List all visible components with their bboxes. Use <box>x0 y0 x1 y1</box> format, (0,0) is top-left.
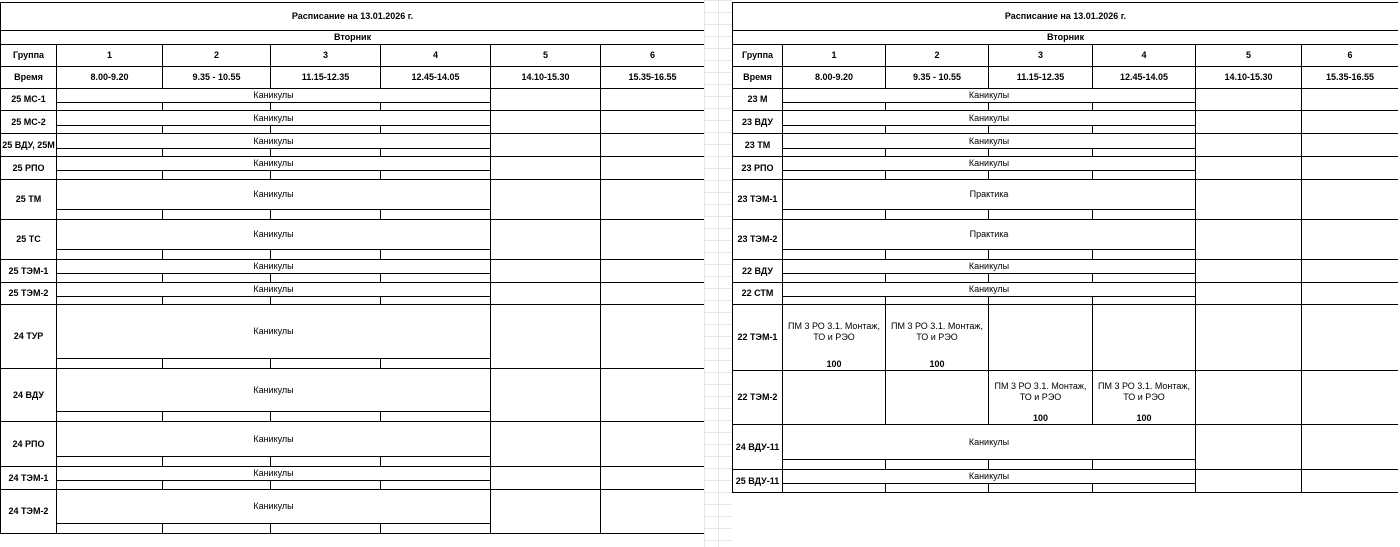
group-name: 22 ВДУ <box>733 260 783 283</box>
group-name: 25 МС-2 <box>1 111 57 134</box>
group-header: Группа <box>733 45 783 67</box>
pair-number: 1 <box>57 45 163 67</box>
vacation-cell: Каникулы <box>783 134 1196 149</box>
vacation-cell: Каникулы <box>57 220 491 250</box>
group-name: 22 СТМ <box>733 283 783 305</box>
pair-number: 4 <box>1093 45 1196 67</box>
group-name: 25 ТЭМ-2 <box>1 283 57 305</box>
pair-number: 1 <box>783 45 886 67</box>
pair-number: 5 <box>1196 45 1302 67</box>
pair-time: 8.00-9.20 <box>783 67 886 89</box>
group-name: 24 ТЭМ-1 <box>1 467 57 490</box>
vacation-cell: Каникулы <box>783 425 1196 460</box>
vacation-cell: Каникулы <box>783 111 1196 126</box>
time-header: Время <box>1 67 57 89</box>
vacation-cell: Каникулы <box>783 470 1196 484</box>
vacation-cell: Каникулы <box>57 180 491 210</box>
pair-time: 12.45-14.05 <box>1093 67 1196 89</box>
vacation-cell: Каникулы <box>57 490 491 524</box>
vacation-cell: Каникулы <box>57 89 491 103</box>
pair-time: 15.35-16.55 <box>1302 67 1399 89</box>
schedule-left <box>0 2 704 546</box>
vacation-cell: Каникулы <box>783 157 1196 171</box>
lesson-subject: ПМ 3 РО 3.1. Монтаж, ТО и РЭО <box>989 370 1093 413</box>
group-name: 24 ТУР <box>1 305 57 369</box>
sheet-gap <box>704 0 732 547</box>
group-name: 24 ВДУ <box>1 369 57 422</box>
vacation-cell: Каникулы <box>57 157 491 171</box>
pair-time: 11.15-12.35 <box>271 67 381 89</box>
vacation-cell: Каникулы <box>783 260 1196 274</box>
lesson-room: 100 <box>886 359 989 371</box>
vacation-cell: Каникулы <box>57 369 491 412</box>
group-name: 23 М <box>733 89 783 111</box>
time-header: Время <box>733 67 783 89</box>
pair-number: 3 <box>989 45 1093 67</box>
group-name: 24 РПО <box>1 422 57 467</box>
vacation-cell: Каникулы <box>783 89 1196 103</box>
schedule-title: Расписание на 13.01.2026 г. <box>733 3 1399 31</box>
lesson-subject: ПМ 3 РО 3.1. Монтаж, ТО и РЭО <box>886 305 989 359</box>
day-name: Вторник <box>1 31 705 45</box>
group-name: 22 ТЭМ-1 <box>733 305 783 371</box>
group-header: Группа <box>1 45 57 67</box>
pair-number: 5 <box>491 45 601 67</box>
group-name: 23 ТЭМ-1 <box>733 180 783 220</box>
vacation-cell: Каникулы <box>57 283 491 297</box>
pair-time: 11.15-12.35 <box>989 67 1093 89</box>
pair-number: 6 <box>601 45 705 67</box>
practice-cell: Практика <box>783 220 1196 250</box>
schedule-table-left <box>0 2 704 534</box>
group-name: 23 РПО <box>733 157 783 180</box>
lesson-subject: ПМ 3 РО 3.1. Монтаж, ТО и РЭО <box>783 305 886 359</box>
pair-time: 9.35 - 10.55 <box>886 67 989 89</box>
pair-time: 14.10-15.30 <box>1196 67 1302 89</box>
pair-time: 15.35-16.55 <box>601 67 705 89</box>
pair-number: 4 <box>381 45 491 67</box>
schedule-title: Расписание на 13.01.2026 г. <box>1 3 705 31</box>
pair-time: 8.00-9.20 <box>57 67 163 89</box>
pair-time: 14.10-15.30 <box>491 67 601 89</box>
group-name: 23 ВДУ <box>733 111 783 134</box>
lesson-room: 100 <box>783 359 886 371</box>
vacation-cell: Каникулы <box>783 283 1196 297</box>
group-name: 25 ТЭМ-1 <box>1 260 57 283</box>
vacation-cell: Каникулы <box>57 134 491 149</box>
group-name: 25 ВДУ, 25М <box>1 134 57 157</box>
vacation-cell: Каникулы <box>57 305 491 359</box>
group-name: 25 ТМ <box>1 180 57 220</box>
group-name: 23 ТЭМ-2 <box>733 220 783 260</box>
schedule-right <box>732 2 1398 546</box>
lesson-room: 100 <box>989 413 1093 425</box>
pair-number: 3 <box>271 45 381 67</box>
group-name: 24 ТЭМ-2 <box>1 490 57 534</box>
group-name: 25 МС-1 <box>1 89 57 111</box>
group-name: 22 ТЭМ-2 <box>733 370 783 425</box>
vacation-cell: Каникулы <box>57 111 491 126</box>
pair-number: 2 <box>886 45 989 67</box>
pair-number: 6 <box>1302 45 1399 67</box>
practice-cell: Практика <box>783 180 1196 210</box>
vacation-cell: Каникулы <box>57 422 491 457</box>
vacation-cell: Каникулы <box>57 467 491 481</box>
pair-time: 9.35 - 10.55 <box>163 67 271 89</box>
pair-time: 12.45-14.05 <box>381 67 491 89</box>
group-name: 24 ВДУ-11 <box>733 425 783 470</box>
day-name: Вторник <box>733 31 1399 45</box>
group-name: 23 ТМ <box>733 134 783 157</box>
group-name: 25 ВДУ-11 <box>733 470 783 493</box>
group-name: 25 ТС <box>1 220 57 260</box>
lesson-room: 100 <box>1093 413 1196 425</box>
schedule-table-right <box>732 2 1398 493</box>
pair-number: 2 <box>163 45 271 67</box>
vacation-cell: Каникулы <box>57 260 491 274</box>
lesson-subject: ПМ 3 РО 3.1. Монтаж, ТО и РЭО <box>1093 370 1196 413</box>
group-name: 25 РПО <box>1 157 57 180</box>
